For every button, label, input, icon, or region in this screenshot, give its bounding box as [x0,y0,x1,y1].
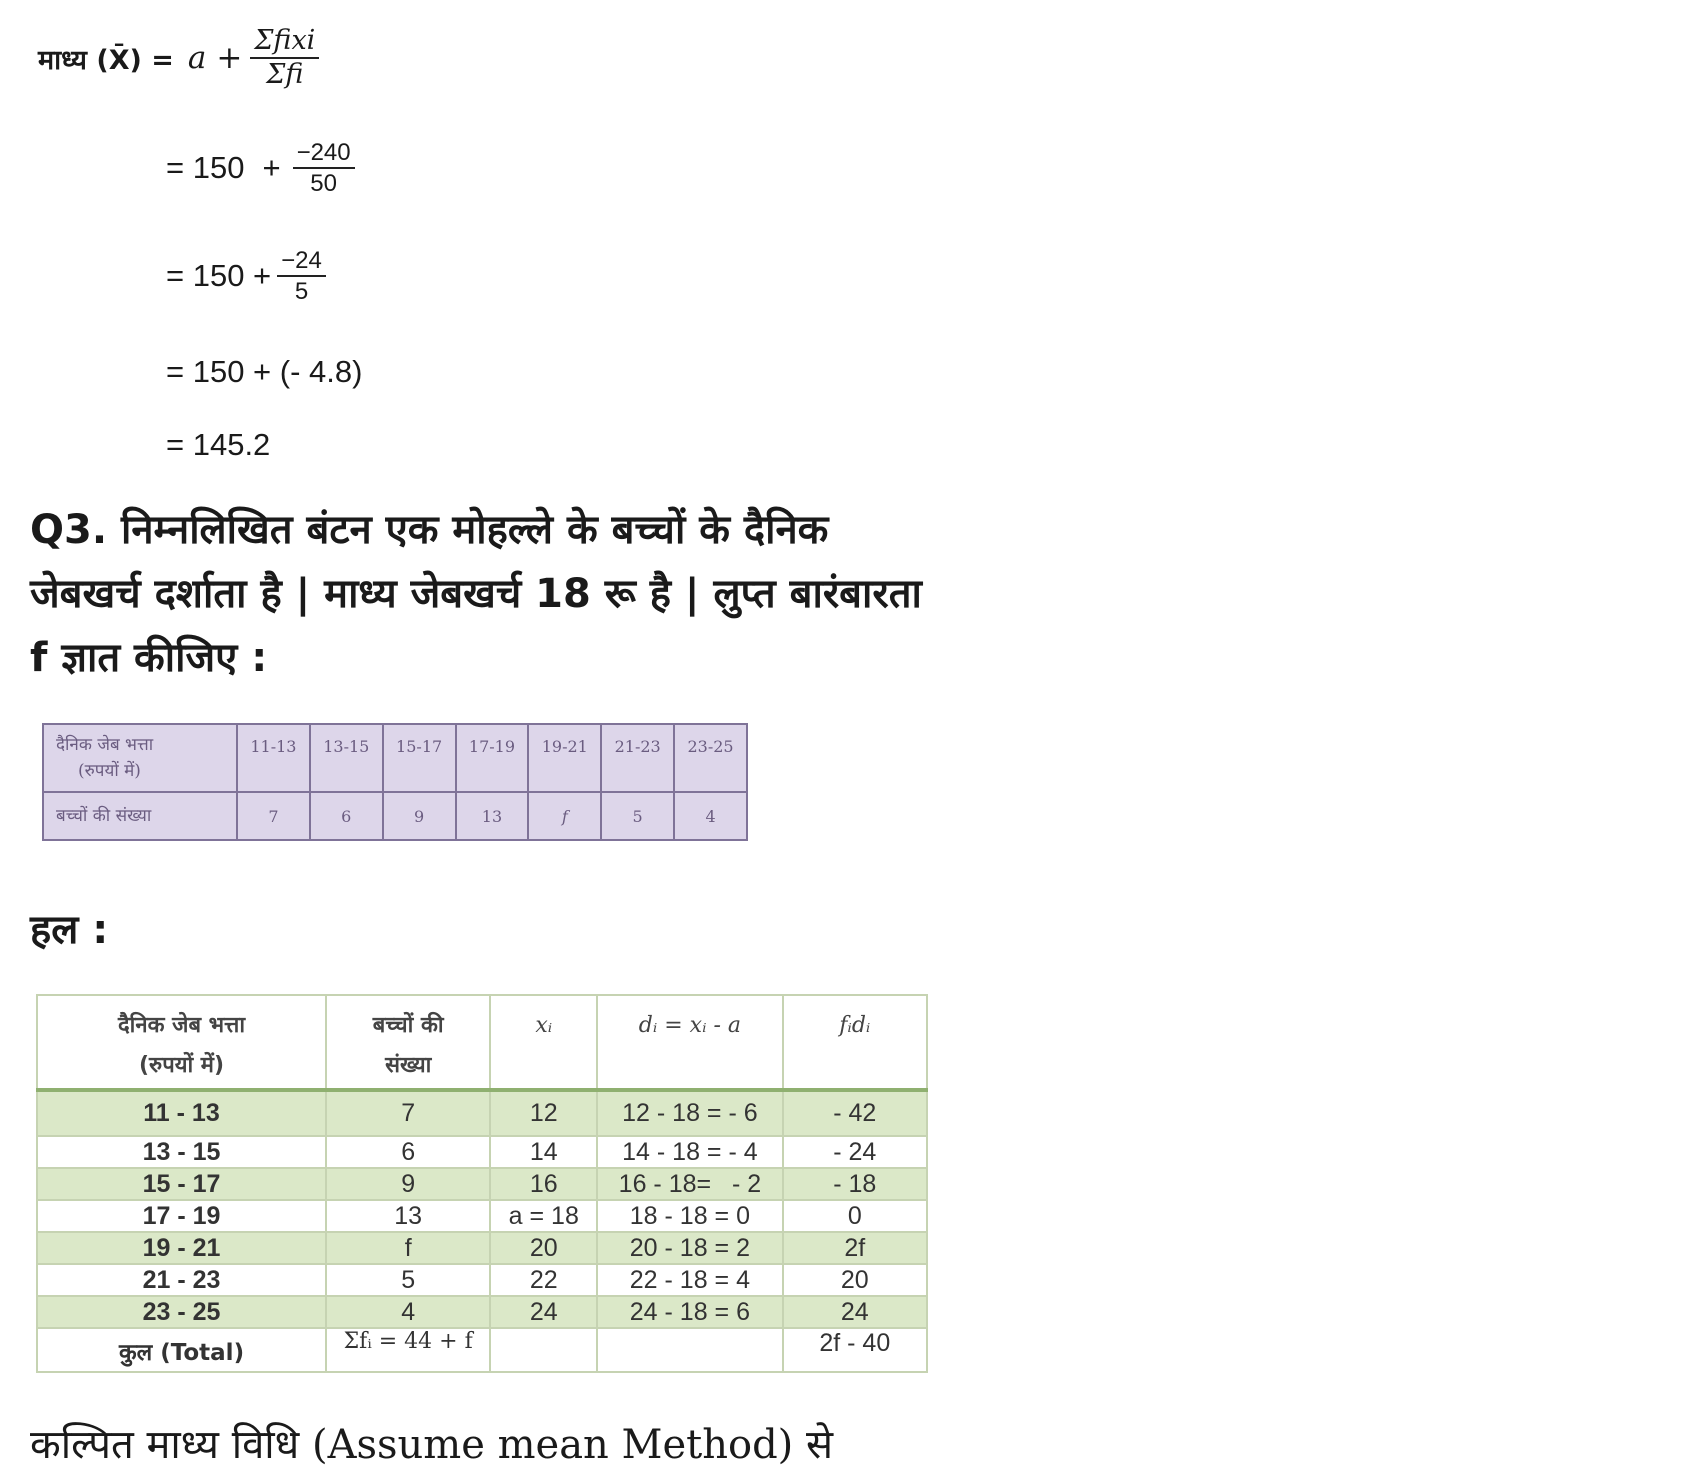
formula-plus: + [216,40,243,76]
table-row [37,1200,927,1232]
step-2-lead: = 150 + [166,258,272,293]
allowance-label-line2: (रुपयों में) [78,761,141,781]
fd-cell: 24 [783,1296,927,1328]
fd-cell: 20 [783,1264,927,1296]
class-cell: 21 - 23 [37,1264,326,1296]
count-cell: 4 [674,792,747,840]
x-cell: 12 [490,1090,597,1136]
range-cell: 11-13 [237,724,310,792]
d-cell: 14 - 18 = - 4 [597,1136,782,1168]
total-f: Σfᵢ = 44 + f [326,1328,490,1372]
question-line-2: जेबखर्च दर्शाता है | माध्य जेबखर्च 18 रू है | लुप्त बारंबारता [30,571,922,617]
class-cell: 23 - 25 [37,1296,326,1328]
step-1-denominator: 50 [310,170,337,197]
x-cell: 24 [490,1296,597,1328]
count-cell: 7 [237,792,310,840]
step-2-fraction [277,248,326,304]
step-4-text: = 145.2 [166,427,271,462]
step-3-text: = 150 + (- 4.8) [166,354,363,389]
total-fd: 2f - 40 [783,1328,927,1372]
header-allowance-line2: (रुपयों में) [138,1053,225,1078]
table-row [37,1090,927,1136]
count-cell: 13 [456,792,529,840]
d-cell: 22 - 18 = 4 [597,1264,782,1296]
class-cell: 13 - 15 [37,1136,326,1168]
d-cell: 18 - 18 = 0 [597,1200,782,1232]
fd-cell: - 24 [783,1136,927,1168]
question-line-3: f ज्ञात कीजिए : [30,635,268,681]
d-cell: 16 - 18= - 2 [597,1168,782,1200]
step-1 [166,128,355,208]
table-row [37,1136,927,1168]
step-1-lead: = 150 [166,150,245,185]
allowance-label [43,724,237,792]
count-row [43,792,747,840]
header-allowance-line1: दैनिक जेब भत्ता [117,1013,246,1038]
header-children [326,995,490,1090]
x-cell: 22 [490,1264,597,1296]
step-3 [166,350,362,394]
f-cell: 5 [326,1264,490,1296]
total-d [597,1328,782,1372]
fd-cell: 0 [783,1200,927,1232]
mean-formula [38,18,319,98]
total-label: कुल (Total) [37,1328,326,1372]
step-4 [166,423,270,467]
step-2-denominator: 5 [294,278,309,305]
allowance-label-line1: दैनिक जेब भत्ता [56,735,154,755]
range-cell: 21-23 [601,724,674,792]
count-cell: 9 [383,792,456,840]
method-line: कल्पित माध्य विधि (Assume mean Method) से [30,1422,834,1468]
class-cell: 11 - 13 [37,1090,326,1136]
x-cell: 14 [490,1136,597,1168]
table-row [37,1264,927,1296]
formula-a: a [187,40,207,76]
d-cell: 12 - 18 = - 6 [597,1090,782,1136]
fd-cell: - 18 [783,1168,927,1200]
x-cell: a = 18 [490,1200,597,1232]
header-allowance [37,995,326,1090]
formula-denominator: Σfi [266,59,304,90]
step-1-fraction [293,140,355,196]
step-1-op: + [262,150,281,185]
f-cell: 7 [326,1090,490,1136]
formula-numerator: Σfixi [250,27,319,59]
range-cell: 17-19 [456,724,529,792]
total-row [37,1328,927,1372]
f-cell: 4 [326,1296,490,1328]
count-cell: 5 [601,792,674,840]
solution-label: हल : [30,907,109,953]
header-d: dᵢ = xᵢ - a [597,995,782,1090]
f-cell: 13 [326,1200,490,1232]
d-cell: 24 - 18 = 6 [597,1296,782,1328]
total-x [490,1328,597,1372]
header-row [37,995,927,1090]
f-cell: f [326,1232,490,1264]
fd-cell: - 42 [783,1090,927,1136]
range-cell: 15-17 [383,724,456,792]
d-cell: 20 - 18 = 2 [597,1232,782,1264]
range-cell: 19-21 [528,724,601,792]
x-cell: 20 [490,1232,597,1264]
formula-lhs: माध्य (X̄) = [38,44,174,76]
allowance-row [43,724,747,792]
table-row [37,1168,927,1200]
class-cell: 15 - 17 [37,1168,326,1200]
range-cell: 23-25 [674,724,747,792]
header-x: xᵢ [490,995,597,1090]
fd-cell: 2f [783,1232,927,1264]
step-2 [166,236,326,316]
count-cell: 6 [310,792,383,840]
table-row [37,1232,927,1264]
question-line-1: Q3. निम्नलिखित बंटन एक मोहल्ले के बच्चों के दैनिक [30,507,829,553]
header-fd: fᵢdᵢ [783,995,927,1090]
step-1-numerator: −240 [293,140,355,169]
count-label: बच्चों की संख्या [43,792,237,840]
class-cell: 19 - 21 [37,1232,326,1264]
header-children-line1: बच्चों की [372,1013,444,1038]
header-children-line2: संख्या [385,1053,432,1078]
x-cell: 16 [490,1168,597,1200]
formula-fraction [250,24,319,90]
f-cell: 6 [326,1136,490,1168]
class-cell: 17 - 19 [37,1200,326,1232]
range-cell: 13-15 [310,724,383,792]
step-2-numerator: −24 [277,248,326,277]
count-cell: f [528,792,601,840]
table-row [37,1296,927,1328]
distribution-table [42,723,748,841]
solution-table [36,994,928,1373]
f-cell: 9 [326,1168,490,1200]
question-q3 [30,498,922,690]
